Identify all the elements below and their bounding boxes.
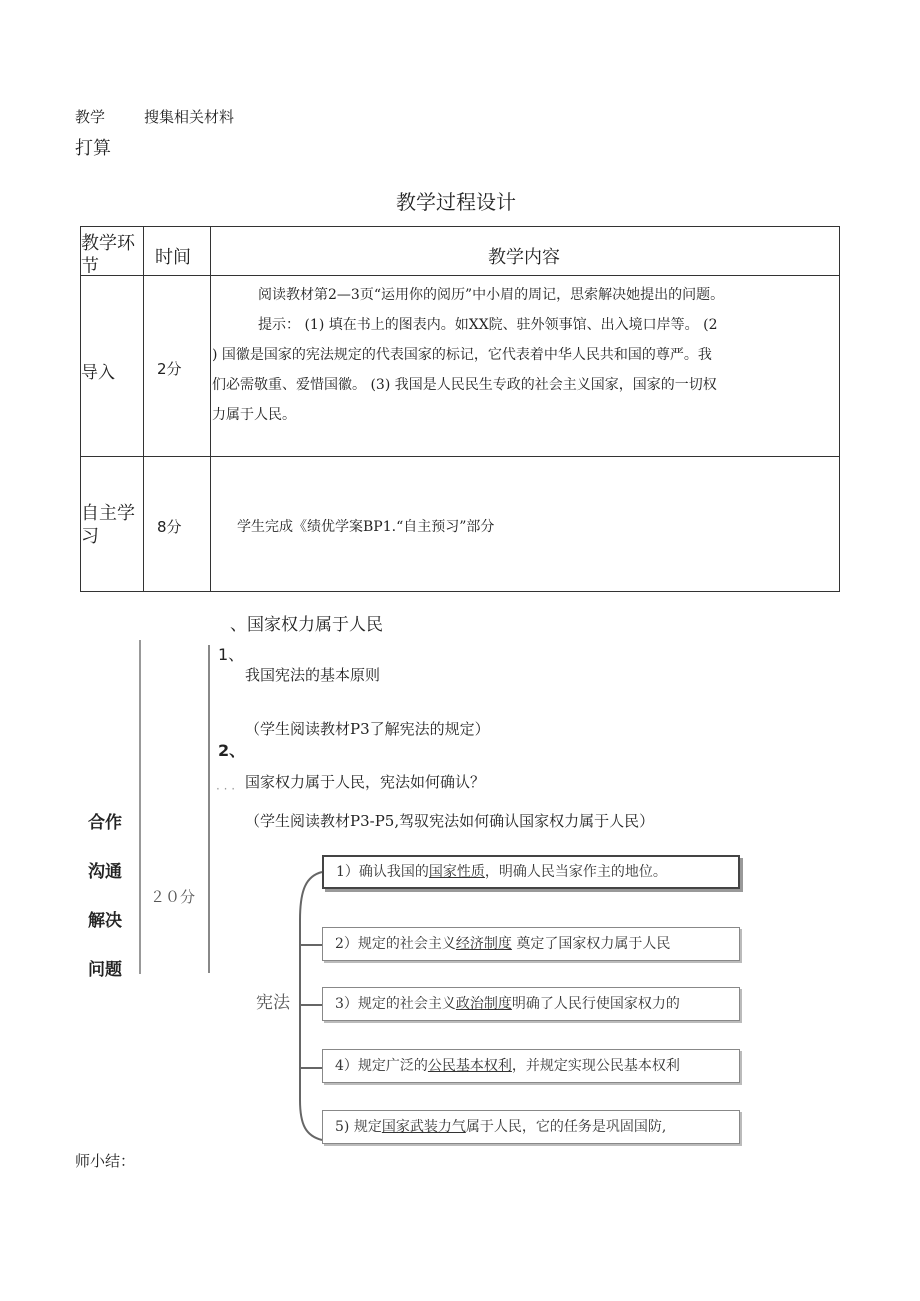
plan-label-line2: 打算	[75, 138, 111, 159]
plan-value: 搜集相关材料	[144, 108, 235, 126]
item2-text: 国家权力属于人民，宪法如何确认？	[245, 773, 486, 791]
row1-content-line1: 阅读教材第2—3页“运用你的阅历”中小眉的周记，思索解决她提出的问题。	[258, 287, 725, 303]
section3-stage-2: 沟通	[88, 862, 122, 882]
page-title: 教学过程设计	[396, 190, 516, 214]
summary-label: 师小结：	[75, 1152, 136, 1170]
section3-stage-1: 合作	[88, 813, 122, 833]
row2-stage: 自主学习	[81, 503, 135, 547]
item1-number: 1、	[218, 645, 245, 664]
note1: （学生阅读教材P3了解宪法的规定）	[245, 720, 490, 738]
row1-content-line2: 提示： (1) 填在书上的图表内。如XX院、驻外领事馆、出入境口岸等。 (2	[258, 317, 718, 333]
diagram-box-5: 5) 规定国家武装力气属于人民，它的任务是巩固国防,	[322, 1110, 740, 1144]
diagram-box-2: 2）规定的社会主义经济制度 奠定了国家权力属于人民	[322, 927, 740, 961]
section3-time: ２０分	[150, 888, 196, 906]
diagram-box-1: 1）确认我国的国家性质，明确人民当家作主的地位。	[322, 855, 740, 889]
plan-label-line1: 教学	[75, 108, 106, 126]
row1-content-line3: ) 国徽是国家的宪法规定的代表国家的标记，它代表着中华人民共和国的尊严。我	[212, 347, 712, 363]
note2: （学生阅读教材P3-P5,驾驭宪法如何确认国家权力属于人民）	[245, 812, 655, 830]
diagram-box-3: 3）规定的社会主义政治制度明确了人民行使国家权力的	[322, 987, 740, 1021]
col-header-content: 教学内容	[488, 247, 560, 268]
section3-frame-right	[208, 645, 210, 973]
col-header-stage: 教学环节	[81, 233, 135, 273]
section3-stage-4: 问题	[88, 960, 122, 980]
row1-stage: 导入	[81, 363, 115, 383]
row1-time: 2分	[157, 360, 182, 378]
row2-time: 8分	[157, 518, 182, 536]
diagram-box-4: 4）规定广泛的公民基本权利，并规定实现公民基本权利	[322, 1049, 740, 1083]
col-header-time: 时间	[155, 247, 191, 268]
section-heading: 、国家权力属于人民	[230, 615, 383, 635]
dots-mark: · · ·	[216, 782, 236, 796]
item1-text: 我国宪法的基本原则	[245, 666, 381, 684]
row2-content: 学生完成《绩优学案BP1.“自主预习”部分	[237, 519, 495, 535]
item2-number: 2、	[218, 741, 246, 760]
row1-content-line5: 力属于人民。	[212, 407, 296, 423]
section3-frame-left	[139, 640, 141, 974]
row1-content-line4: 们必需敬重、爱惜国徽。 (3) 我国是人民民生专政的社会主义国家，国家的一切权	[212, 377, 717, 393]
diagram-root: 宪法	[256, 993, 290, 1013]
lesson-table	[80, 226, 840, 592]
section3-stage-3: 解决	[88, 911, 122, 931]
